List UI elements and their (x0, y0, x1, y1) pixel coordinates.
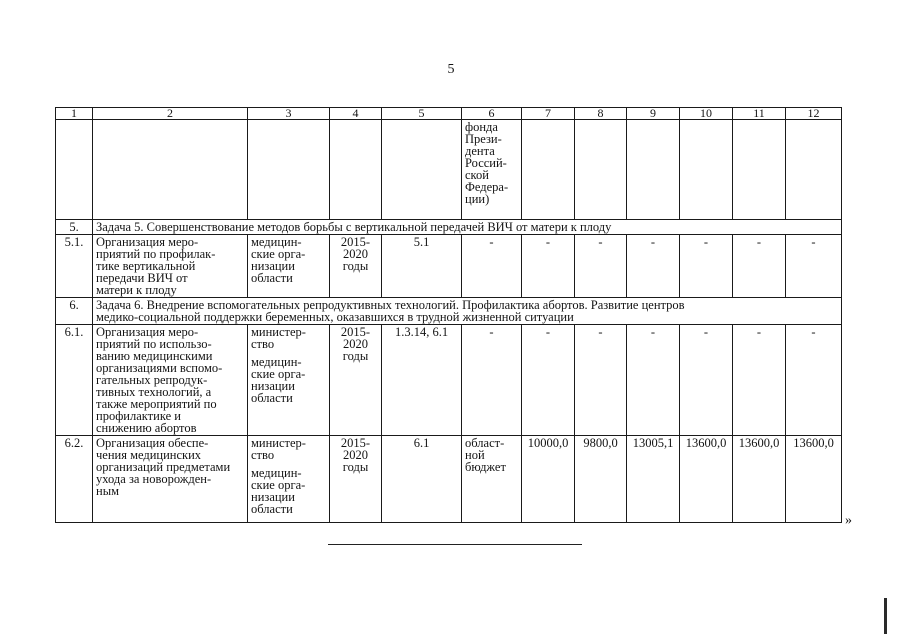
years-cell (330, 436, 382, 523)
source-cell: - (462, 325, 522, 436)
cell-line: профилактике и (96, 409, 181, 423)
item-name (93, 235, 248, 298)
cell-line: бюджет (465, 460, 506, 474)
value-cell: - (786, 325, 842, 436)
header-row (56, 108, 842, 120)
source-cell: - (462, 235, 522, 298)
indicator-cell: 1.3.14, 6.1 (382, 325, 462, 436)
cell (733, 120, 786, 220)
cell (56, 120, 93, 220)
task-row (56, 220, 842, 235)
cell-line: ство (251, 448, 275, 462)
cell (248, 120, 330, 220)
value-cell: - (522, 235, 575, 298)
value-cell: - (786, 235, 842, 298)
years-cell (330, 325, 382, 436)
cell (575, 120, 627, 220)
header-cell-5: 5 (382, 108, 462, 120)
cell-line: 2015- (340, 325, 371, 339)
header-cell-12: 12 (786, 108, 842, 120)
cell-line: матери к плоду (96, 283, 177, 297)
cell-line: Россий- (465, 156, 507, 170)
cell-line: ной (465, 448, 485, 462)
cell-line: Организация меро- (96, 235, 199, 249)
cell-line: годы (342, 259, 369, 273)
item-name (93, 325, 248, 436)
cell-line: области (251, 502, 293, 516)
value-cell: - (575, 325, 627, 436)
closing-quote: » (845, 513, 852, 528)
page-number: 5 (447, 62, 455, 77)
cell-line: низации (251, 490, 295, 504)
table-row (56, 436, 842, 523)
header-cell-1: 1 (56, 108, 93, 120)
value-cell: - (522, 325, 575, 436)
value-cell: 10000,0 (522, 436, 575, 523)
cell-line: медицин- (251, 355, 302, 369)
cell-line: также мероприятий по (96, 397, 217, 411)
cell (330, 120, 382, 220)
source-cell (462, 436, 522, 523)
header-cell-6: 6 (462, 108, 522, 120)
cell (522, 120, 575, 220)
cell-line: ухода за новорожден- (96, 472, 212, 486)
cell-line: тивных технологий, а (96, 385, 212, 399)
cell-line: организациями вспомо- (96, 361, 223, 375)
cell-line: области (251, 271, 293, 285)
cell-line: годы (342, 349, 369, 363)
value-cell: - (575, 235, 627, 298)
value-cell: 9800,0 (575, 436, 627, 523)
cell-line: област- (465, 436, 505, 450)
item-name (93, 436, 248, 523)
header-cell-8: 8 (575, 108, 627, 120)
value-cell: - (733, 235, 786, 298)
cell-line: ской (465, 168, 489, 182)
header-cell-10: 10 (680, 108, 733, 120)
value-cell: 13005,1 (627, 436, 680, 523)
cell-line: низации (251, 379, 295, 393)
cell-line: министер- (251, 436, 306, 450)
item-number: 5.1. (56, 235, 93, 298)
cell-line: области (251, 391, 293, 405)
cell-line: снижению абортов (96, 421, 197, 435)
executor-cell (248, 325, 330, 436)
cell-line: низации (251, 259, 295, 273)
item-number: 6.1. (56, 325, 93, 436)
cell-line: 2020 (343, 247, 368, 261)
scan-edge-mark (884, 598, 887, 634)
value-cell: - (733, 325, 786, 436)
cell-line: ство (251, 337, 275, 351)
cell-line: чения медицинских (96, 448, 202, 462)
cell-line: медицин- (251, 466, 302, 480)
cell (627, 120, 680, 220)
cell-line: Задача 6. Внедрение вспомогательных репродуктивных технологий. Профилактика абортов. Развитие центров (96, 298, 685, 312)
cell (382, 120, 462, 220)
cell-line: ции) (465, 192, 490, 206)
task-title (93, 298, 842, 325)
cell-line: организаций предметами (96, 460, 231, 474)
task-title: Задача 5. Совершенствование методов борьбы с вертикальной передачей ВИЧ от матери к плоду (93, 220, 842, 235)
cell-line: Организация обеспе- (96, 436, 209, 450)
cell (680, 120, 733, 220)
cell-line: годы (342, 460, 369, 474)
executor-cell (248, 436, 330, 523)
cell-line: дента (465, 144, 495, 158)
cell-line: Федера- (465, 180, 509, 194)
header-cell-3: 3 (248, 108, 330, 120)
indicator-cell: 6.1 (382, 436, 462, 523)
cell-line: 2020 (343, 337, 368, 351)
value-cell: - (680, 235, 733, 298)
cell-line: Прези- (465, 132, 502, 146)
footer-rule (328, 544, 582, 545)
value-cell: 13600,0 (733, 436, 786, 523)
table-row (56, 325, 842, 436)
cell (786, 120, 842, 220)
cell-line: гательных репродук- (96, 373, 208, 387)
cell-line: медицин- (251, 235, 302, 249)
item-number: 6.2. (56, 436, 93, 523)
indicator-cell: 5.1 (382, 235, 462, 298)
executor-cell (248, 235, 330, 298)
cell-line: Организация меро- (96, 325, 199, 339)
value-cell: 13600,0 (786, 436, 842, 523)
cell-line: 2015- (340, 235, 371, 249)
program-table (55, 107, 842, 523)
cell-line: медико-социальной поддержки беременных, оказавшихся в трудной жизненной ситуации (96, 310, 574, 324)
years-cell (330, 235, 382, 298)
cell-line: ские орга- (251, 367, 306, 381)
header-cell-4: 4 (330, 108, 382, 120)
cell-line: министер- (251, 325, 306, 339)
source-cell (462, 120, 522, 220)
value-cell: - (627, 325, 680, 436)
value-cell: - (680, 325, 733, 436)
task-number: 6. (56, 298, 93, 325)
task-number: 5. (56, 220, 93, 235)
table-row (56, 120, 842, 220)
cell-line: 2020 (343, 448, 368, 462)
cell-line: ские орга- (251, 247, 306, 261)
header-cell-9: 9 (627, 108, 680, 120)
header-cell-7: 7 (522, 108, 575, 120)
cell-line: передачи ВИЧ от (96, 271, 188, 285)
cell-line: ным (96, 484, 119, 498)
header-cell-2: 2 (93, 108, 248, 120)
cell-line: приятий по профилак- (96, 247, 216, 261)
cell-line: 2015- (340, 436, 371, 450)
cell-line: тике вертикальной (96, 259, 196, 273)
cell-line: ванию медицинскими (96, 349, 213, 363)
value-cell: - (627, 235, 680, 298)
cell-line: ские орга- (251, 478, 306, 492)
value-cell: 13600,0 (680, 436, 733, 523)
table-row (56, 235, 842, 298)
cell-line: фонда (465, 120, 498, 134)
cell-line: приятий по использо- (96, 337, 212, 351)
task-row (56, 298, 842, 325)
header-cell-11: 11 (733, 108, 786, 120)
cell (93, 120, 248, 220)
